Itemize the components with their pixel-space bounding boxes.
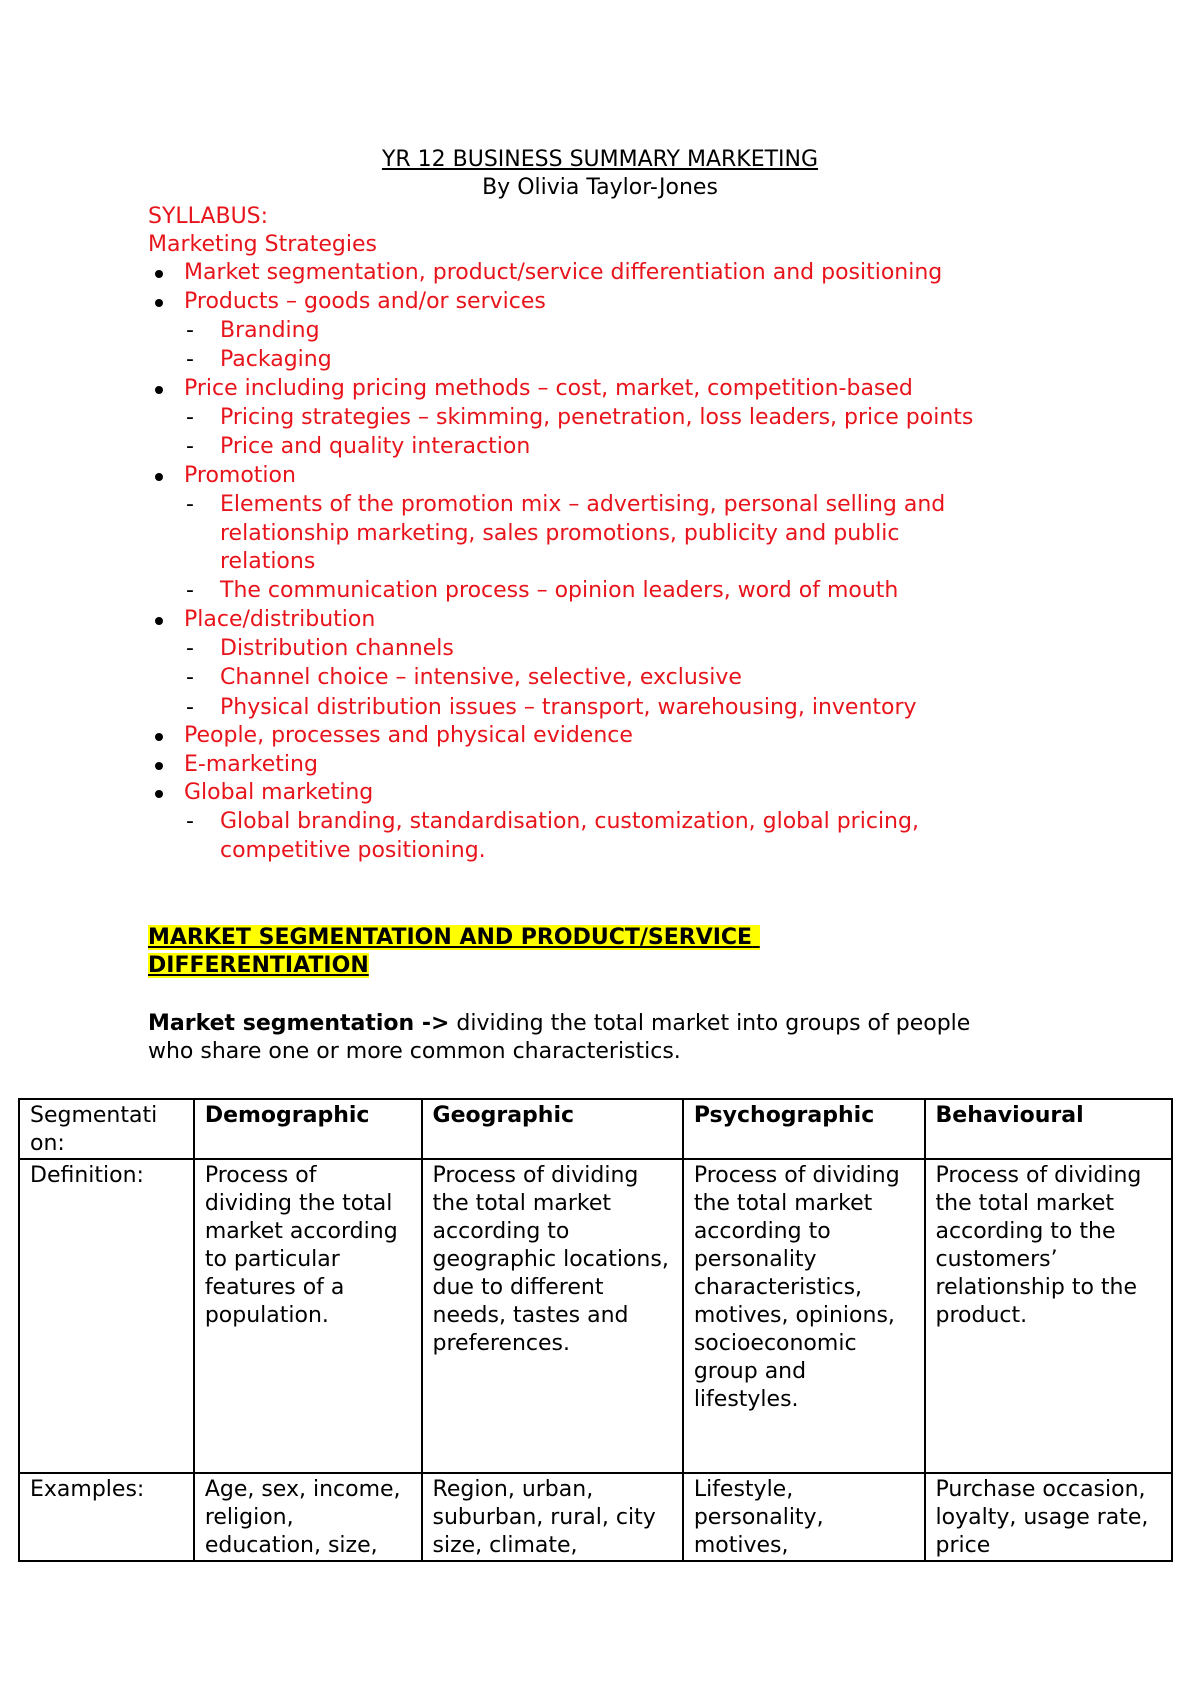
table-row-label <box>19 1473 194 1561</box>
cell-text: Age, sex, income, religion, education, size, <box>204 1477 401 1558</box>
syllabus-subitem: The communication process – opinion leaders, word of mouth <box>220 578 899 603</box>
dash-icon: - <box>186 434 194 459</box>
syllabus-subitem: Global branding, standardisation, customization, global pricing, <box>220 809 919 834</box>
bullet-icon <box>155 473 163 481</box>
syllabus-subitem: Price and quality interaction <box>220 434 531 459</box>
syllabus-subitem: Distribution channels <box>220 636 454 661</box>
segmentation-table <box>18 1098 1173 1562</box>
cell-text: Lifestyle, personality, motives, <box>693 1477 824 1558</box>
dash-icon: - <box>186 318 194 343</box>
table-row <box>19 1159 1172 1473</box>
dash-icon: - <box>186 665 194 690</box>
header-label: Segmentati on: <box>30 1103 158 1156</box>
table-row-label: Definition: <box>19 1159 194 1473</box>
dash-icon: - <box>186 695 194 720</box>
bullet-icon <box>155 762 163 770</box>
table-header-cell: Behavioural <box>925 1099 1172 1159</box>
syllabus-subitem: Packaging <box>220 347 332 372</box>
cell-text: Purchase occasion, loyalty, usage rate, price <box>935 1477 1149 1558</box>
table-cell: Process of dividing the total market according to personality characteristics, motives, opinions, socioeconomic group and lifestyles. <box>683 1159 925 1473</box>
section-heading-line1: MARKET SEGMENTATION AND PRODUCT/SERVICE <box>148 924 760 952</box>
table-cell <box>422 1473 683 1561</box>
table-cell <box>19 1099 194 1159</box>
row-label-text: Examples: <box>30 1477 145 1502</box>
syllabus-item: Promotion <box>184 463 296 488</box>
syllabus-subitem: Physical distribution issues – transport, warehousing, inventory <box>220 695 917 720</box>
cell-text: Region, urban, suburban, rural, city size, climate, <box>432 1477 656 1558</box>
syllabus-subitem: Elements of the promotion mix – advertising, personal selling and <box>220 492 946 517</box>
syllabus-item: Market segmentation, product/service differentiation and positioning <box>184 260 943 285</box>
syllabus-item: Price including pricing methods – cost, market, competition-based <box>184 376 913 401</box>
table-cell: Process of dividing the total market according to the customers’ relationship to the product. <box>925 1159 1172 1473</box>
syllabus-item: Global marketing <box>184 780 374 805</box>
dash-icon: - <box>186 347 194 372</box>
syllabus-item: E-marketing <box>184 752 318 777</box>
bullet-icon <box>155 790 163 798</box>
table-header-row <box>19 1099 1172 1159</box>
dash-icon: - <box>186 405 194 430</box>
syllabus-subitem-continued: competitive positioning. <box>220 838 486 863</box>
dash-icon: - <box>186 492 194 517</box>
table-row <box>19 1473 1172 1561</box>
syllabus-label: SYLLABUS: <box>148 204 269 229</box>
document-author: By Olivia Taylor-Jones <box>482 175 718 200</box>
syllabus-subitem: Channel choice – intensive, selective, exclusive <box>220 665 742 690</box>
dash-icon: - <box>186 636 194 661</box>
definition-paragraph-continued: who share one or more common characteristics. <box>148 1039 681 1064</box>
syllabus-subitem: Branding <box>220 318 320 343</box>
table-header-cell: Demographic <box>194 1099 422 1159</box>
definition-term: Market segmentation -> <box>148 1011 450 1036</box>
bullet-icon <box>155 386 163 394</box>
bullet-icon <box>155 617 163 625</box>
table-header-cell: Geographic <box>422 1099 683 1159</box>
dash-icon: - <box>186 578 194 603</box>
table-cell <box>925 1473 1172 1561</box>
bullet-icon <box>155 299 163 307</box>
table-header-cell: Psychographic <box>683 1099 925 1159</box>
syllabus-item: People, processes and physical evidence <box>184 723 633 748</box>
definition-text: dividing the total market into groups of people <box>449 1011 971 1036</box>
syllabus-subtitle: Marketing Strategies <box>148 232 377 257</box>
syllabus-item: Place/distribution <box>184 607 376 632</box>
syllabus-subitem: Pricing strategies – skimming, penetration, loss leaders, price points <box>220 405 974 430</box>
section-heading-line2: DIFFERENTIATION <box>148 953 369 978</box>
definition-paragraph <box>148 1010 970 1038</box>
document-title: YR 12 BUSINESS SUMMARY MARKETING <box>381 147 819 172</box>
syllabus-subitem-continued: relations <box>220 549 316 574</box>
table-cell <box>194 1473 422 1561</box>
bullet-icon <box>155 270 163 278</box>
table-cell <box>683 1473 925 1561</box>
syllabus-subitem-continued: relationship marketing, sales promotions, publicity and public <box>220 521 900 546</box>
syllabus-item: Products – goods and/or services <box>184 289 546 314</box>
bullet-icon <box>155 733 163 741</box>
dash-icon: - <box>186 809 194 834</box>
table-cell: Process of dividing the total market according to geographic locations, due to different needs, tastes and preferences. <box>422 1159 683 1473</box>
table-cell: Process of dividing the total market according to particular features of a population. <box>194 1159 422 1473</box>
